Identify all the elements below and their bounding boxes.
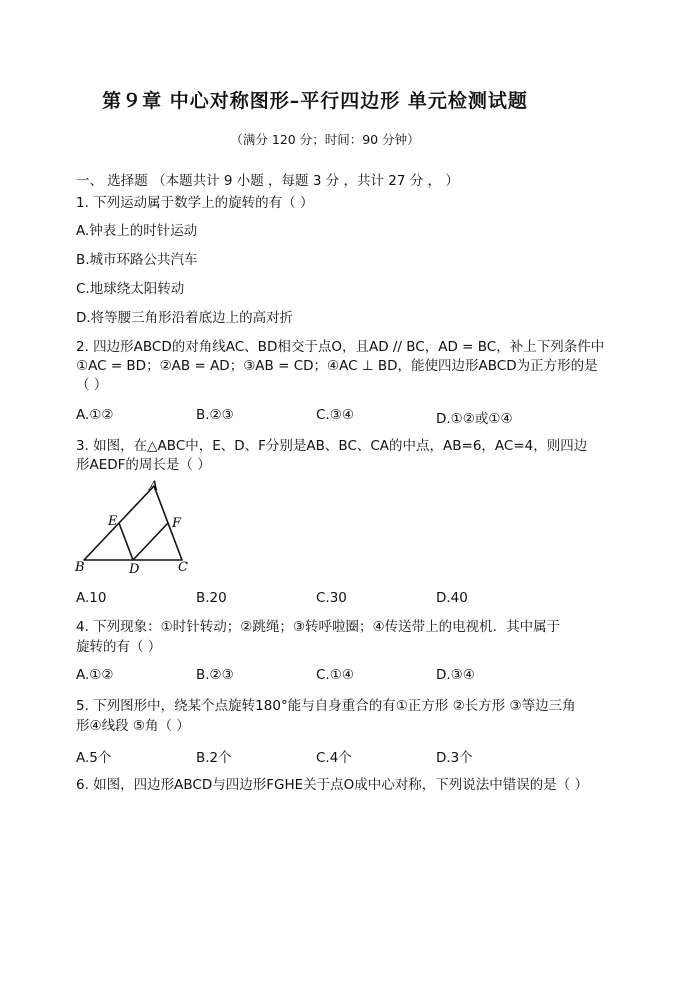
label-f: F: [172, 516, 182, 531]
q4-option-c[interactable]: C.①④: [316, 667, 354, 683]
q5-option-b[interactable]: B.2个: [196, 750, 232, 766]
q2-option-a[interactable]: A.①②: [76, 407, 114, 423]
q5-option-c[interactable]: C.4个: [316, 750, 352, 766]
triangle-figure: [72, 478, 202, 578]
label-a: A: [149, 479, 159, 494]
q2-option-b[interactable]: B.②③: [196, 407, 234, 423]
label-b: B: [75, 560, 85, 575]
label-d: D: [129, 562, 140, 577]
q5-stem-line2: 形④线段 ⑤角（ ）: [76, 718, 190, 734]
q5-option-a[interactable]: A.5个: [76, 750, 112, 766]
page-title: 第９章 中心对称图形–平行四边形 单元检测试题: [102, 90, 528, 112]
q2-option-c[interactable]: C.③④: [316, 407, 354, 423]
q1-stem: 1. 下列运动属于数学上的旋转的有（ ）: [76, 195, 314, 211]
q1-option-d[interactable]: D.将等腰三角形沿着底边上的高对折: [76, 310, 294, 326]
section-header: 一、 选择题 （本题共计 9 小题 ，每题 3 分 ，共计 27 分 ， ）: [76, 173, 459, 189]
exam-info: （满分 120 分；时间：90 分钟）: [230, 132, 420, 147]
label-c: C: [178, 560, 188, 575]
q2-stem-line1: 2. 四边形ABCD的对角线AC、BD相交于点O，且AD // BC，AD = BC，补上下列条件中: [76, 339, 605, 355]
q4-option-a[interactable]: A.①②: [76, 667, 114, 683]
q1-option-c[interactable]: C.地球绕太阳转动: [76, 281, 185, 297]
q3-stem-line1: 3. 如图，在△ABC中，E、D、F分别是AB、BC、CA的中点，AB=6，AC=4，则四边: [76, 438, 588, 454]
q5-stem-line1: 5. 下列图形中，绕某个点旋转180°能与自身重合的有①正方形 ②长方形 ③等边三角: [76, 698, 576, 714]
q3-option-b[interactable]: B.20: [196, 590, 227, 606]
q3-option-c[interactable]: C.30: [316, 590, 347, 606]
q3-stem-line2: 形AEDF的周长是（ ）: [76, 457, 211, 473]
q3-option-a[interactable]: A.10: [76, 590, 107, 606]
q5-option-d[interactable]: D.3个: [436, 750, 473, 766]
q4-stem-line2: 旋转的有（ ）: [76, 639, 162, 655]
q6-stem: 6. 如图，四边形ABCD与四边形FGHE关于点O成中心对称，下列说法中错误的是（ ）: [76, 777, 589, 793]
label-e: E: [108, 514, 118, 529]
q4-option-d[interactable]: D.③④: [436, 667, 475, 683]
q2-stem-line2: ①AC = BD；②AB = AD；③AB = CD；④AC ⊥ BD，能使四边形ABCD为正方形的是: [76, 358, 598, 374]
q1-option-a[interactable]: A.钟表上的时针运动: [76, 223, 198, 239]
q3-option-d[interactable]: D.40: [436, 590, 468, 606]
segment-ed: [119, 523, 133, 560]
q2-stem-line3: （ ）: [76, 377, 108, 393]
segment-df: [133, 523, 168, 560]
q2-option-d[interactable]: D.①②或①④: [436, 411, 513, 427]
q4-option-b[interactable]: B.②③: [196, 667, 234, 683]
q4-stem-line1: 4. 下列现象：①时针转动；②跳绳；③转呼啦圈；④传送带上的电视机．其中属于: [76, 619, 561, 635]
q1-option-b[interactable]: B.城市环路公共汽车: [76, 252, 198, 268]
